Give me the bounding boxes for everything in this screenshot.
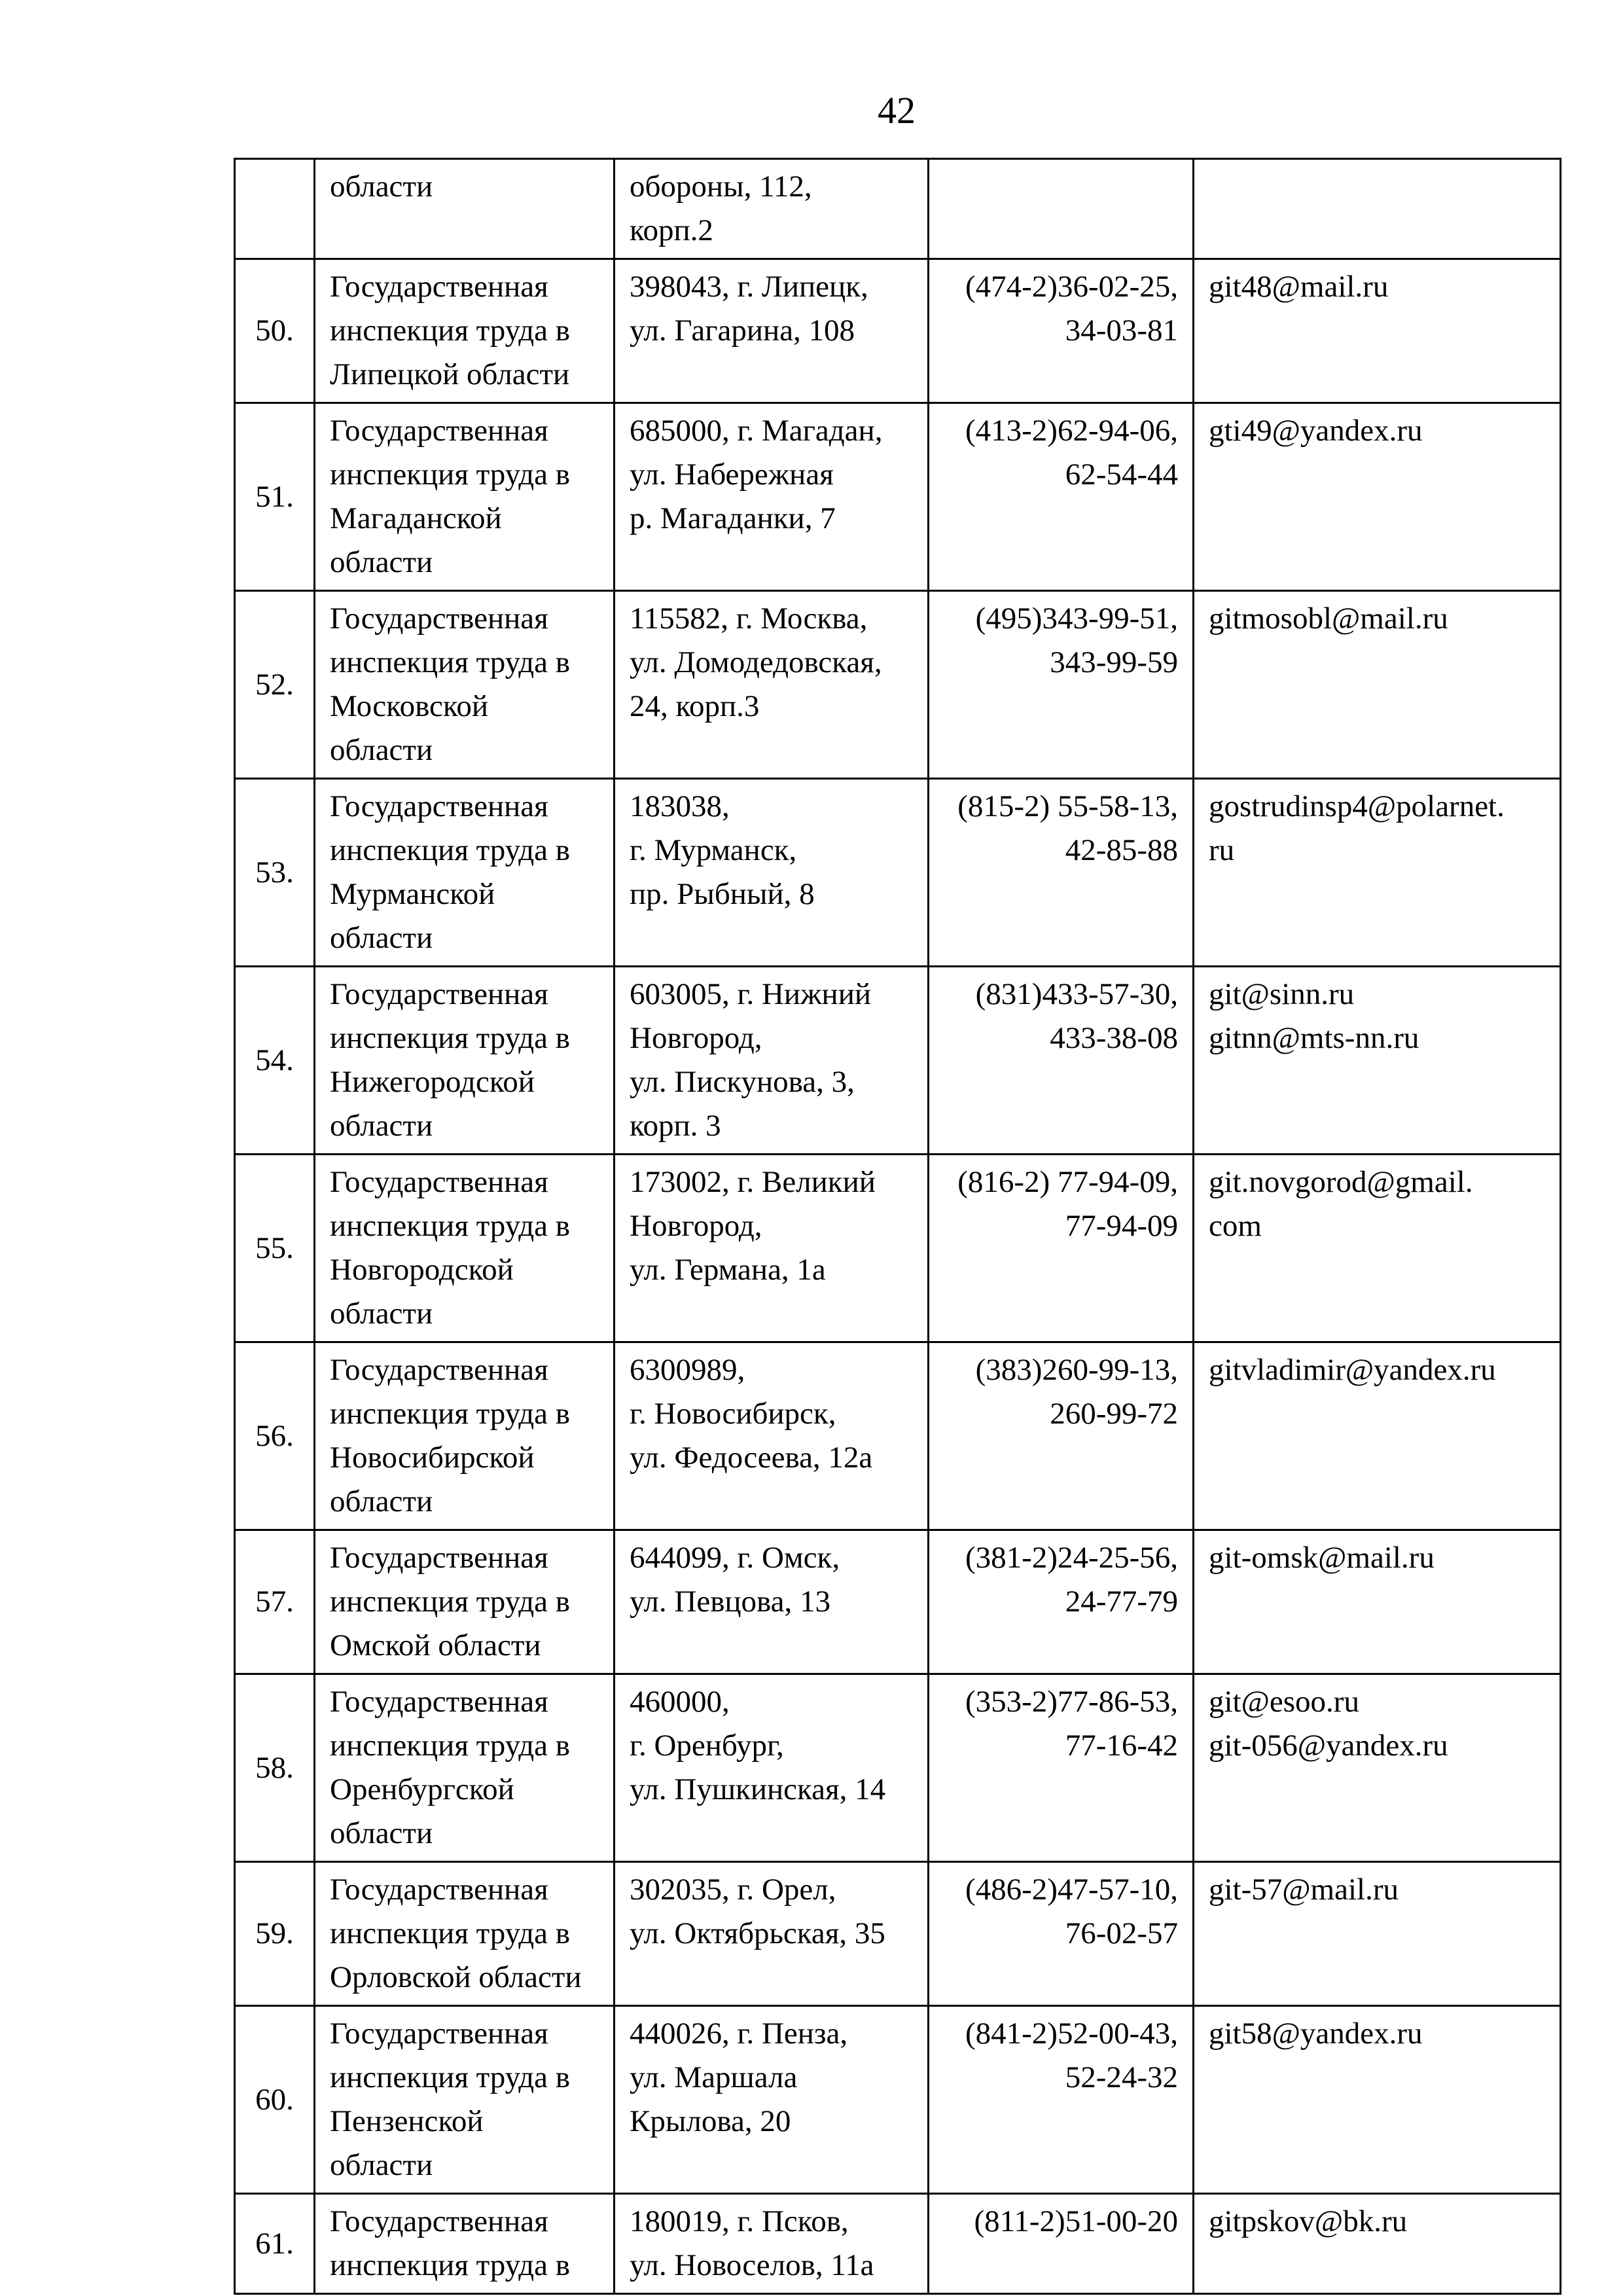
email-cell (1194, 1155, 1561, 1342)
address-line: 183038, (630, 789, 730, 823)
row-number-cell: 56. (235, 1342, 315, 1530)
address-line: Новгород, (630, 1021, 762, 1055)
phone-line: (816-2) 77-94-09, (957, 1165, 1178, 1199)
name-line: Государственная (330, 2017, 548, 2051)
name-line: Московской (330, 689, 488, 723)
email-line: gostrudinsp4@polarnet. (1209, 789, 1505, 823)
phone-cell (929, 159, 1194, 259)
address-line: ул. Федосеева, 12а (630, 1441, 873, 1475)
phone-line: (383)260-99-13, (975, 1353, 1178, 1387)
address-line: Крылова, 20 (630, 2104, 791, 2138)
name-line: инспекция труда в (330, 457, 570, 492)
table-row (235, 967, 1561, 1155)
table-row (235, 1342, 1561, 1530)
name-line: области (330, 733, 433, 767)
name-line: Государственная (330, 789, 548, 823)
phone-cell (929, 1674, 1194, 1862)
address-line: Новгород, (630, 1209, 762, 1243)
address-line: ул. Германа, 1а (630, 1253, 826, 1287)
phone-line: (815-2) 55-58-13, (957, 789, 1178, 823)
address-line: 115582, г. Москва, (630, 601, 868, 636)
name-line: инспекция труда в (330, 1585, 570, 1619)
phone-line: (841-2)52-00-43, (965, 2017, 1178, 2051)
name-line: области (330, 921, 433, 955)
name-line: Орловской области (330, 1960, 582, 1994)
table-row (235, 779, 1561, 967)
inspection-name-cell (315, 779, 615, 967)
name-line: области (330, 170, 433, 204)
address-cell (615, 779, 929, 967)
name-line: Государственная (330, 1873, 548, 1907)
table-row (235, 591, 1561, 779)
row-number-cell: 52. (235, 591, 315, 779)
address-line: ул. Октябрьская, 35 (630, 1916, 885, 1950)
row-number-cell (235, 159, 315, 259)
address-cell (615, 967, 929, 1155)
phone-line: (353-2)77-86-53, (965, 1685, 1178, 1719)
name-line: инспекция труда в (330, 1916, 570, 1950)
email-line: git-57@mail.ru (1209, 1873, 1399, 1907)
phone-line: 34-03-81 (1065, 314, 1178, 348)
table-row (235, 2194, 1561, 2294)
table-body (235, 159, 1561, 2294)
email-cell (1194, 1862, 1561, 2006)
phone-line: (831)433-57-30, (975, 977, 1178, 1011)
phone-cell (929, 967, 1194, 1155)
email-cell (1194, 403, 1561, 591)
phone-cell (929, 403, 1194, 591)
row-number-cell: 51. (235, 403, 315, 591)
inspection-name-cell (315, 159, 615, 259)
phone-cell (929, 1530, 1194, 1674)
name-line: инспекция труда в (330, 1729, 570, 1763)
name-line: инспекция труда в (330, 645, 570, 679)
inspection-name-cell (315, 1155, 615, 1342)
phone-cell (929, 1862, 1194, 2006)
name-line: инспекция труда в (330, 2060, 570, 2094)
name-line: Нижегородской (330, 1065, 535, 1099)
email-cell (1194, 159, 1561, 259)
row-number-cell: 50. (235, 259, 315, 403)
address-line: ул. Пискунова, 3, (630, 1065, 855, 1099)
address-line: пр. Рыбный, 8 (630, 877, 815, 911)
address-cell (615, 259, 929, 403)
phone-line: 433-38-08 (1050, 1021, 1178, 1055)
address-line: 6300989, (630, 1353, 745, 1387)
name-line: Мурманской (330, 877, 495, 911)
name-line: Новгородской (330, 1253, 514, 1287)
email-line: git58@yandex.ru (1209, 2017, 1423, 2051)
table-row (235, 159, 1561, 259)
phone-line: 77-16-42 (1065, 1729, 1178, 1763)
address-cell (615, 159, 929, 259)
address-cell (615, 1674, 929, 1862)
phone-cell (929, 1155, 1194, 1342)
name-line: Государственная (330, 270, 548, 304)
email-line: gitnn@mts-nn.ru (1209, 1021, 1419, 1055)
email-cell (1194, 1530, 1561, 1674)
address-line: 398043, г. Липецк, (630, 270, 868, 304)
address-line: 302035, г. Орел, (630, 1873, 836, 1907)
name-line: Государственная (330, 1685, 548, 1719)
name-line: области (330, 1297, 433, 1331)
phone-line: 52-24-32 (1065, 2060, 1178, 2094)
phone-cell (929, 1342, 1194, 1530)
inspection-name-cell (315, 1342, 615, 1530)
name-line: Государственная (330, 414, 548, 448)
email-line: gitmosobl@mail.ru (1209, 601, 1448, 636)
row-number-cell: 57. (235, 1530, 315, 1674)
inspection-name-cell (315, 1862, 615, 2006)
table-row (235, 1674, 1561, 1862)
name-line: инспекция труда в (330, 1021, 570, 1055)
address-line: 644099, г. Омск, (630, 1541, 840, 1575)
table-row (235, 1530, 1561, 1674)
address-cell (615, 591, 929, 779)
row-number-cell: 54. (235, 967, 315, 1155)
phone-line: (413-2)62-94-06, (965, 414, 1178, 448)
email-line: git.novgorod@gmail. (1209, 1165, 1473, 1199)
phone-line: 343-99-59 (1050, 645, 1178, 679)
email-line: ru (1209, 833, 1235, 867)
address-cell (615, 1342, 929, 1530)
name-line: Новосибирской (330, 1441, 535, 1475)
table-row (235, 259, 1561, 403)
address-line: ул. Домодедовская, (630, 645, 882, 679)
row-number-cell: 55. (235, 1155, 315, 1342)
name-line: инспекция труда в (330, 1397, 570, 1431)
email-line: gitpskov@bk.ru (1209, 2204, 1408, 2238)
page-number: 42 (878, 89, 916, 132)
email-cell (1194, 1342, 1561, 1530)
address-cell (615, 2006, 929, 2194)
phone-cell (929, 779, 1194, 967)
inspection-name-cell (315, 259, 615, 403)
email-cell (1194, 259, 1561, 403)
address-line: 24, корп.3 (630, 689, 760, 723)
name-line: Государственная (330, 1165, 548, 1199)
email-line: com (1209, 1209, 1262, 1243)
phone-line: 77-94-09 (1065, 1209, 1178, 1243)
inspection-name-cell (315, 2194, 615, 2294)
address-line: 603005, г. Нижний (630, 977, 872, 1011)
name-line: инспекция труда в (330, 1209, 570, 1243)
inspection-name-cell (315, 2006, 615, 2194)
phone-cell (929, 2194, 1194, 2294)
name-line: области (330, 545, 433, 579)
table-row (235, 1155, 1561, 1342)
address-cell (615, 1862, 929, 2006)
phone-line: 76-02-57 (1065, 1916, 1178, 1950)
name-line: инспекция труда в (330, 2248, 570, 2282)
email-line: git48@mail.ru (1209, 270, 1389, 304)
address-line: корп. 3 (630, 1109, 721, 1143)
email-line: git@esoo.ru (1209, 1685, 1359, 1719)
phone-line: (495)343-99-51, (975, 601, 1178, 636)
address-line: ул. Набережная (630, 457, 834, 492)
phone-line: (486-2)47-57-10, (965, 1873, 1178, 1907)
email-cell (1194, 591, 1561, 779)
address-line: г. Мурманск, (630, 833, 797, 867)
address-line: г. Оренбург, (630, 1729, 784, 1763)
email-cell (1194, 2006, 1561, 2194)
name-line: Государственная (330, 977, 548, 1011)
name-line: Оренбургской (330, 1772, 514, 1806)
address-line: корп.2 (630, 213, 713, 247)
phone-line: (811-2)51-00-20 (974, 2204, 1178, 2238)
email-line: gitvladimir@yandex.ru (1209, 1353, 1496, 1387)
email-cell (1194, 967, 1561, 1155)
address-cell (615, 1530, 929, 1674)
address-line: 180019, г. Псков, (630, 2204, 849, 2238)
row-number-cell: 53. (235, 779, 315, 967)
email-cell (1194, 779, 1561, 967)
name-line: области (330, 1816, 433, 1850)
address-line: 685000, г. Магадан, (630, 414, 883, 448)
phone-line: 42-85-88 (1065, 833, 1178, 867)
address-line: ул. Гагарина, 108 (630, 314, 855, 348)
address-line: ул. Маршала (630, 2060, 798, 2094)
address-line: ул. Певцова, 13 (630, 1585, 830, 1619)
row-number-cell: 58. (235, 1674, 315, 1862)
name-line: области (330, 1109, 433, 1143)
address-line: обороны, 112, (630, 170, 812, 204)
row-number-cell: 61. (235, 2194, 315, 2294)
phone-line: (381-2)24-25-56, (965, 1541, 1178, 1575)
email-line: git-omsk@mail.ru (1209, 1541, 1435, 1575)
phone-line: 260-99-72 (1050, 1397, 1178, 1431)
address-line: 440026, г. Пенза, (630, 2017, 848, 2051)
phone-cell (929, 259, 1194, 403)
table-row (235, 2006, 1561, 2194)
labor-inspection-table (234, 158, 1561, 2295)
name-line: области (330, 1484, 433, 1518)
row-number-cell: 60. (235, 2006, 315, 2194)
name-line: Государственная (330, 2204, 548, 2238)
address-line: 460000, (630, 1685, 730, 1719)
name-line: инспекция труда в (330, 833, 570, 867)
email-line: git-056@yandex.ru (1209, 1729, 1448, 1763)
name-line: Государственная (330, 1541, 548, 1575)
name-line: Магаданской (330, 501, 502, 535)
address-cell (615, 403, 929, 591)
phone-line: (474-2)36-02-25, (965, 270, 1178, 304)
email-line: gti49@yandex.ru (1209, 414, 1423, 448)
name-line: Государственная (330, 601, 548, 636)
phone-line: 24-77-79 (1065, 1585, 1178, 1619)
name-line: области (330, 2148, 433, 2182)
name-line: Липецкой области (330, 357, 570, 391)
name-line: Омской области (330, 1628, 541, 1662)
name-line: Пензенской (330, 2104, 484, 2138)
address-line: р. Магаданки, 7 (630, 501, 836, 535)
email-cell (1194, 2194, 1561, 2294)
address-cell (615, 1155, 929, 1342)
inspection-name-cell (315, 403, 615, 591)
inspection-name-cell (315, 1530, 615, 1674)
address-line: 173002, г. Великий (630, 1165, 876, 1199)
inspection-name-cell (315, 591, 615, 779)
address-line: ул. Пушкинская, 14 (630, 1772, 886, 1806)
email-line: git@sinn.ru (1209, 977, 1355, 1011)
address-line: ул. Новоселов, 11а (630, 2248, 874, 2282)
phone-cell (929, 591, 1194, 779)
name-line: инспекция труда в (330, 314, 570, 348)
inspection-name-cell (315, 1674, 615, 1862)
email-cell (1194, 1674, 1561, 1862)
inspection-name-cell (315, 967, 615, 1155)
row-number-cell: 59. (235, 1862, 315, 2006)
table-row (235, 403, 1561, 591)
phone-cell (929, 2006, 1194, 2194)
name-line: Государственная (330, 1353, 548, 1387)
table-row (235, 1862, 1561, 2006)
address-line: г. Новосибирск, (630, 1397, 836, 1431)
phone-line: 62-54-44 (1065, 457, 1178, 492)
address-cell (615, 2194, 929, 2294)
